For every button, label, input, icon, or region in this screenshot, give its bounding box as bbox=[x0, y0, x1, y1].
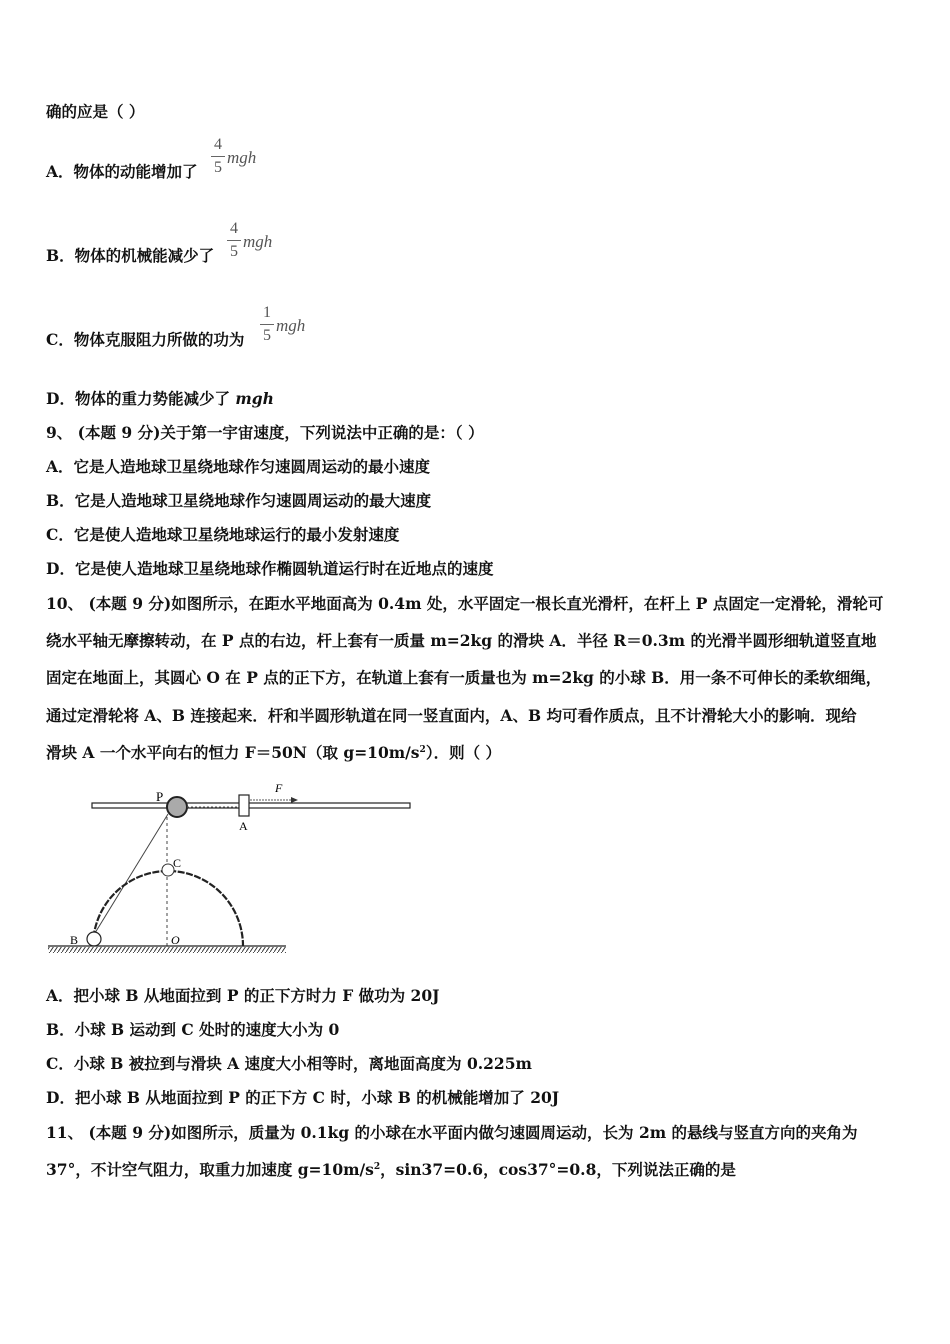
slider-a bbox=[239, 795, 249, 816]
q10-option-a: A．把小球 B 从地面拉到 P 的正下方时力 F 做功为 20J bbox=[46, 986, 440, 1005]
semicircle-track bbox=[93, 871, 243, 946]
q10-stem-line4: 通过定滑轮将 A、B 连接起来．杆和半圆形轨道在同一竖直面内，A、B 均可看作质点，且不计滑轮大小的影响．现给 bbox=[46, 706, 857, 725]
q8-b-fraction: 4 5 bbox=[227, 220, 241, 261]
q8-option-b: B．物体的机械能减少了 bbox=[46, 246, 215, 265]
q9-option-b: B．它是人造地球卫星绕地球作匀速圆周运动的最大速度 bbox=[46, 491, 432, 510]
q9-option-a: A．它是人造地球卫星绕地球作匀速圆周运动的最小速度 bbox=[46, 457, 431, 476]
q10-option-d: D．把小球 B 从地面拉到 P 的正下方 C 时，小球 B 的机械能增加了 20J bbox=[46, 1088, 560, 1107]
pulley-p bbox=[167, 797, 187, 817]
label-p: P bbox=[156, 789, 164, 804]
label-f: F bbox=[275, 781, 283, 795]
label-o: O bbox=[171, 933, 180, 947]
q11-stem-line2: 37°，不计空气阻力，取重力加速度 $g=10m/s^2$，sin37=0.6，cos37°=0.8，下列说法正确的是 bbox=[46, 1160, 736, 1179]
q9-option-c: C．它是使人造地球卫星绕地球运行的最小发射速度 bbox=[46, 525, 400, 544]
q8-option-c: C．物体克服阻力所做的功为 bbox=[46, 330, 245, 349]
q8-option-a: A．物体的动能增加了 bbox=[46, 162, 198, 181]
q10-option-c: C．小球 B 被拉到与滑块 A 速度大小相等时，离地面高度为 0.225m bbox=[46, 1054, 532, 1073]
pulley-semicircle-figure bbox=[46, 778, 416, 960]
string-pb bbox=[95, 814, 168, 933]
label-b: B bbox=[70, 933, 79, 947]
ground-hatch bbox=[48, 947, 286, 953]
q9-option-d: D．它是使人造地球卫星绕地球作椭圆轨道运行时在近地点的速度 bbox=[46, 559, 494, 578]
q8-b-mgh: mgh bbox=[243, 232, 273, 251]
q10-stem-line5: 滑块 A 一个水平向右的恒力 F＝50N（取 $g=10m/s^2$）．则（ ） bbox=[46, 743, 501, 762]
ball-b bbox=[87, 932, 101, 946]
label-c: C bbox=[173, 856, 182, 870]
intro-line: 确的应是（ ） bbox=[46, 102, 145, 121]
q8-a-mgh: mgh bbox=[227, 148, 257, 167]
q9-stem: 9、 (本题 9 分)关于第一宇宙速度，下列说法中正确的是：（ ） bbox=[46, 423, 484, 442]
q8-option-d: D．物体的重力势能减少了 mgh bbox=[46, 389, 274, 408]
q10-option-b: B．小球 B 运动到 C 处时的速度大小为 0 bbox=[46, 1020, 340, 1039]
q10-stem-line1: 10、 (本题 9 分)如图所示，在距水平地面高为 0.4m 处，水平固定一根长直光滑杆，在杆上 P 点固定一定滑轮，滑轮可 bbox=[46, 594, 884, 613]
rod bbox=[92, 803, 410, 808]
q10-stem-line3: 固定在地面上，其圆心 O 在 P 点的正下方，在轨道上套有一质量也为 m=2kg 的小球 B．用一条不可伸长的柔软细绳， bbox=[46, 668, 882, 687]
q8-c-mgh: mgh bbox=[276, 316, 306, 335]
q10-stem-line2: 绕水平轴无摩擦转动，在 P 点的右边，杆上套有一质量 m=2kg 的滑块 A．半径 R＝0.3m 的光滑半圆形细轨道竖直地 bbox=[46, 631, 877, 650]
label-a: A bbox=[239, 819, 248, 833]
q8-a-fraction: 4 5 bbox=[211, 136, 225, 177]
q8-c-fraction: 1 5 bbox=[260, 304, 274, 345]
force-arrowhead bbox=[291, 797, 298, 803]
q11-stem-line1: 11、 (本题 9 分)如图所示，质量为 0.1kg 的小球在水平面内做匀速圆周运动，长为 2m 的悬线与竖直方向的夹角为 bbox=[46, 1123, 858, 1142]
